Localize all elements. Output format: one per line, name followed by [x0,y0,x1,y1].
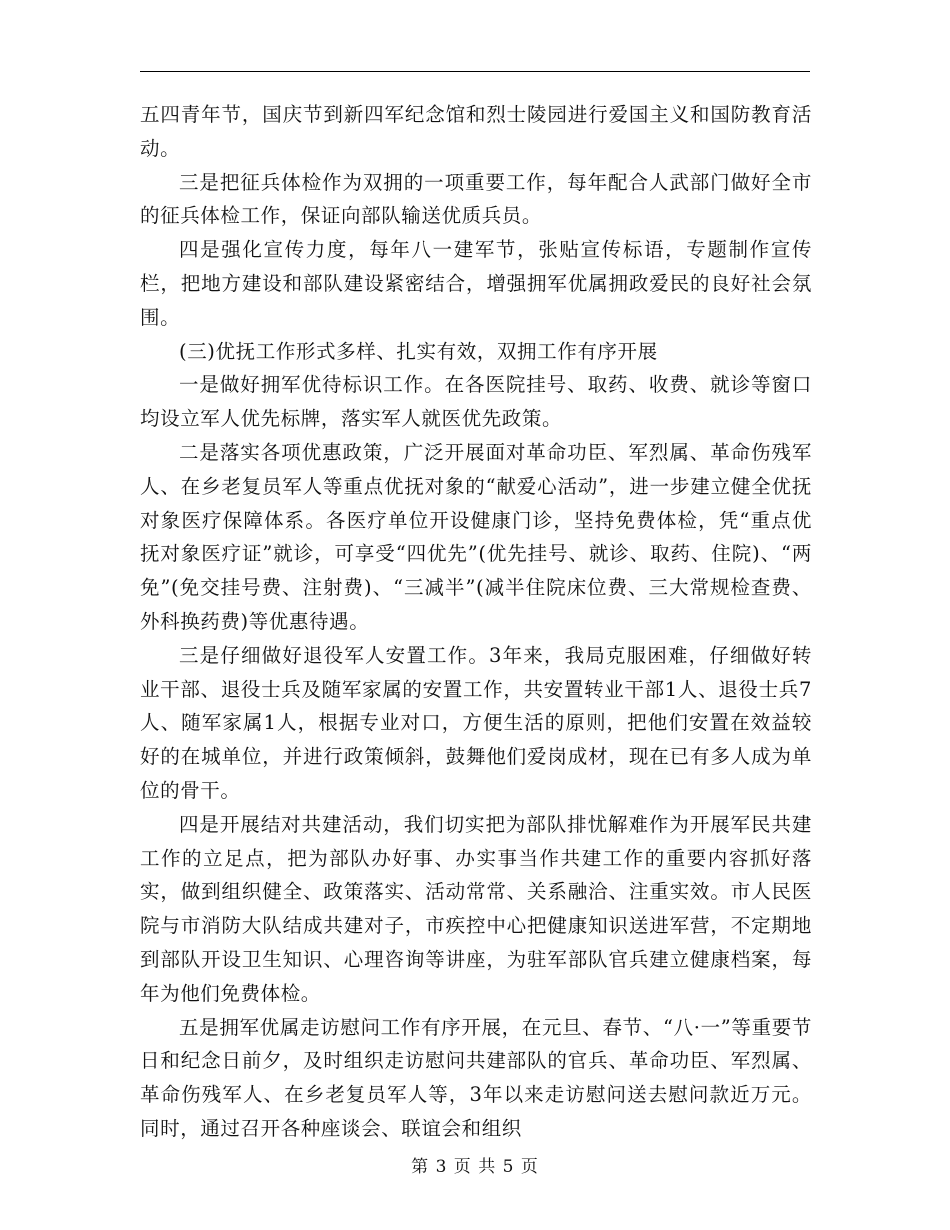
paragraph-7: 三是仔细做好退役军人安置工作。3年来，我局克服困难，仔细做好转业干部、退役士兵及随军家属的安置工作，共安置转业干部1人、退役士兵7人、随军家属1人，根据专业对口，方便生活的原则，把他们安置在效益较好的在城单位，并进行政策倾斜，鼓舞他们爱岗成材，现在已有多人成为单位的骨干。 [140,643,812,802]
page-number: 第 3 页 共 5 页 [411,1157,539,1177]
header-rule [140,71,810,72]
paragraph-3: 四是强化宣传力度，每年八一建军节，张贴宣传标语，专题制作宣传栏，把地方建设和部队建设紧密结合，增强拥军优属拥政爱民的良好社会氛围。 [140,238,812,329]
paragraph-9: 五是拥军优属走访慰问工作有序开展，在元旦、春节、“八·一”等重要节日和纪念日前夕，及时组织走访慰问共建部队的官兵、革命功臣、军烈属、革命伤残军人、在乡老复员军人等，3年以来走访慰问送去慰问款近万元。同时，通过召开各种座谈会、联谊会和组织 [140,1015,812,1140]
paragraph-2: 三是把征兵体检作为双拥的一项重要工作，每年配合人武部门做好全市的征兵体检工作，保证向部队输送优质兵员。 [140,170,812,228]
paragraph-5: 一是做好拥军优待标识工作。在各医院挂号、取药、收费、就诊等窗口均设立军人优先标牌，落实军人就医优先政策。 [140,373,812,431]
section-heading: (三)优抚工作形式多样、扎实有效，双拥工作有序开展 [179,339,658,363]
paragraph-1: 五四青年节，国庆节到新四军纪念馆和烈士陵园进行爱国主义和国防教育活动。 [140,103,812,160]
document-body [140,98,812,1146]
paragraph-6: 二是落实各项优惠政策，广泛开展面对革命功臣、军烈属、革命伤残军人、在乡老复员军人等重点优抚对象的“献爱心活动”，进一步建立健全优抚对象医疗保障体系。各医疗单位开设健康门诊，坚持免费体检，凭“重点优抚对象医疗证”就诊，可享受“四优先”(优先挂号、就诊、取药、住院)、“两免”(免交挂号费、注射费)、“三减半”(减半住院床位费、三大常规检查费、外科换药费)等优惠待遇。 [140,440,812,633]
paragraph-8: 四是开展结对共建活动，我们切实把为部队排忧解难作为开展军民共建工作的立足点，把为部队办好事、办实事当作共建工作的重要内容抓好落实，做到组织健全、政策落实、活动常常、关系融洽、注重实效。市人民医院与市消防大队结成共建对子，市疾控中心把健康知识送进军营，不定期地到部队开设卫生知识、心理咨询等讲座，为驻军部队官兵建立健康档案，每年为他们免费体检。 [140,812,812,1005]
